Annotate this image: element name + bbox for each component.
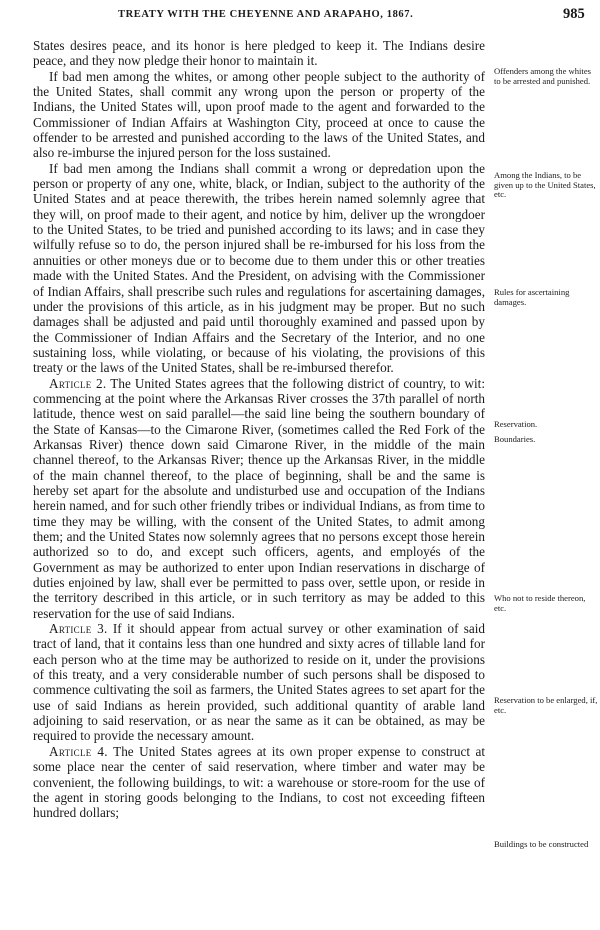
margin-note-among-indians: Among the Indians, to be given up to the United States, etc. — [494, 170, 596, 199]
margin-note-rules-damages: Rules for ascertaining damages. — [494, 287, 570, 307]
page-number: 985 — [563, 6, 585, 22]
margin-note-boundaries: Boundaries. — [494, 434, 536, 444]
article-label: Article 3. — [49, 621, 108, 637]
margin-note-offenders: Offenders among the whites to be arrested and punished. — [494, 66, 591, 86]
paragraph-text: States desires peace, and its honor is here pledged to keep it. The Indians desire peace, and they now pledge their honor to maintain it. — [33, 38, 485, 69]
margin-note-reservation-enlarged: Reservation to be enlarged, if, etc. — [494, 695, 598, 715]
page-header — [0, 4, 600, 24]
article-3-paragraph — [33, 621, 485, 744]
running-title: TREATY WITH THE CHEYENNE AND ARAPAHO, 1867. — [118, 9, 414, 20]
margin-note-who-not-reside: Who not to reside thereon, etc. — [494, 593, 586, 613]
paragraph-text: The United States agrees that the following district of country, to wit: commencing at the point where the Arkansas River crosses the 37th parallel of north latitude, thence west on said parallel—the said line being the southern boundary of the State of Kansas—to the Cimarone River, (sometimes called the Red Fork of the Arkansas River) thence down said Cimarone River, in the middle of the main channel thereof, to the Arkansas River; thence up the Arkansas River, in the middle of the main channel thereof, to the place of beginning, shall be and the same is hereby set apart for the absolute and undisturbed use and occupation of the Indians herein named, and for such other friendly tribes or individual Indians, as from time to time they may be willing, with the consent of the United States, to admit among them; and the United States now solemnly agrees that no persons except those herein authorized so to do, and except such officers, agents, and employés of the Government as may be authorized to enter upon Indian reservations in discharge of duties enjoined by law, shall ever be permitted to pass over, settle upon, or reside in the territory described in this article, or in such territory as may be added to this reservation for the use of said Indians. — [33, 375, 485, 621]
article-label: Article 2. — [49, 375, 107, 391]
paragraph-text: If it should appear from actual survey or other examination of said tract of land, that it contains less than one hundred and sixty acres of tillable land for each person who at the time may be authorized to reside on it, under the provisions of this treaty, and a very considerable number of such persons shall be disposed to commence cultivating the soil as farmers, the United States agrees to set apart for the use of said Indians as herein provided, such additional quantity of arable land adjoining to said reservation, or as near the same as it can be obtained, as may be required to provide the necessary amount. — [33, 621, 485, 744]
treaty-text — [33, 38, 485, 821]
paragraph — [33, 38, 485, 69]
margin-note-reservation: Reservation. — [494, 419, 538, 429]
article-2-paragraph — [33, 376, 485, 622]
paragraph-text: If bad men among the whites, or among other people subject to the authority of the United States, shall commit any wrong upon the person or property of the Indians, the United States will, upon proof made to the agent and forwarded to the Commissioner of Indian Affairs at Washington City, proceed at once to cause the offender to be arrested and punished according to the laws of the United States, and also re-imburse the injured person for the loss sustained. — [33, 68, 485, 161]
margin-note-buildings: Buildings to be constructed — [494, 839, 589, 849]
paragraph-text: If bad men among the Indians shall commit a wrong or depredation upon the person or property of any one, white, black, or Indian, subject to the authority of the United States and at peace therewith, the tribes herein named solemnly agree that they will, on proof made to their agent, and notice by him, deliver up the wrongdoer to the United States, to be tried and punished according to its laws; and in case they wilfully refuse so to do, the person injured shall be re-imbursed for his loss from the annuities or other moneys due or to become due to them under this or other treaties made with the United States. And the President, on advising with the Commissioner of Indian Affairs, shall prescribe such rules and regulations for ascertaining damages, under the provisions of this article, as in his judgment may be proper. But no such damages shall be adjusted and paid until thoroughly examined and passed upon by the Commissioner of Indian Affairs and the Secretary of the Interior, and no one sustaining loss, while violating, or because of his violating, the provisions of this treaty or the laws of the United States, shall be re-imbursed therefor. — [33, 160, 485, 376]
article-label: Article 4. — [49, 743, 108, 759]
paragraph — [33, 161, 485, 376]
article-4-paragraph — [33, 744, 485, 821]
paragraph-text: The United States agrees at its own proper expense to construct at some place near the center of said reservation, where timber and water may be convenient, the following buildings, to wit: a warehouse or store-room for the use of the agent in storing goods belonging to the Indians, to cost not exceeding fifteen hundred dollars; — [33, 743, 486, 821]
paragraph — [33, 69, 485, 161]
